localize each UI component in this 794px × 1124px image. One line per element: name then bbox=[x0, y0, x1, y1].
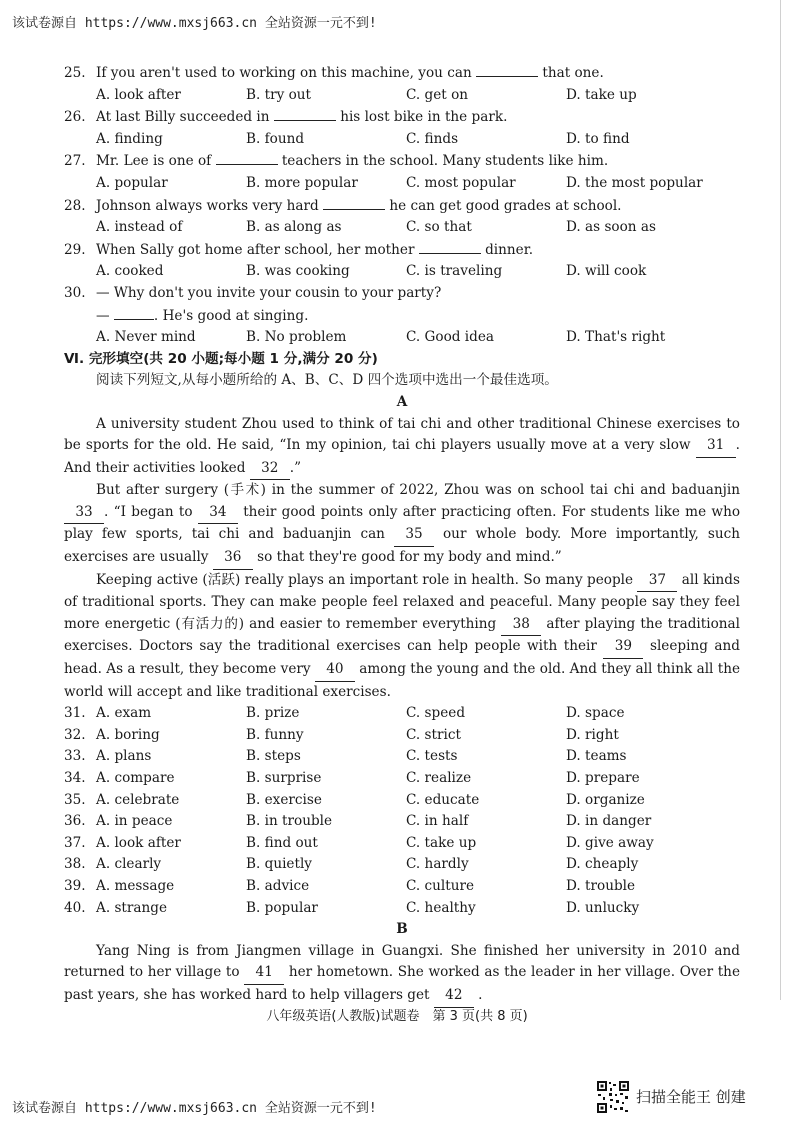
exam-page bbox=[64, 62, 740, 1008]
question-26: 26. At last Billy succeeded in his lost bike in the park. A. finding B. found C. finds D. to find bbox=[64, 106, 740, 150]
passage-b-heading: B bbox=[396, 921, 408, 938]
passage-a-paragraph-1: A university student Zhou used to think of tai chi and other traditional Chinese exercises to be sports for the old. He said, “In my opinion, tai chi players usually move at a very slow 31 . And their activities looked 32 .” bbox=[64, 414, 740, 481]
cloze-row: 33. A. plans B. steps C. tests D. teams bbox=[64, 748, 627, 765]
question-28: 28. Johnson always works very hard he can get good grades at school. A. instead of B. as along as C. so that D. as soon as bbox=[64, 195, 740, 239]
bottom-banner: 该试卷源自 https://www.mxsj663.cn 全站资源一元不到! bbox=[12, 1101, 377, 1116]
scanner-watermark: 扫描全能王 创建 bbox=[636, 1088, 746, 1106]
passage-a-paragraph-3: Keeping active (活跃) really plays an important role in health. So many people 37 all kinds of traditional sports. They can make people feel relaxed and peaceful. Many people say they feel more energetic (有活力的) and easier to remember everything 38 after playing the traditional exercises. Doctors say the traditional exercises can help people with their 39 sleeping and head. As a result, they become very 40 among the young and the old. And they all think all the world will accept and like traditional exercises. bbox=[64, 571, 740, 700]
cloze-row: 32. A. boring B. funny C. strict D. right bbox=[64, 726, 619, 743]
cloze-row: 38. A. clearly B. quietly C. hardly D. cheaply bbox=[64, 856, 639, 873]
section-title: Ⅵ. 完形填空(共 20 小题;每小题 1 分,满分 20 分) bbox=[64, 350, 378, 367]
cloze-row: 40. A. strange B. popular C. healthy D. unlucky bbox=[64, 899, 640, 916]
question-25: 25. If you aren't used to working on this machine, you can that one. A. look after B. try out C. get on D. take up bbox=[64, 62, 740, 106]
cloze-row: 34. A. compare B. surprise C. realize D. prepare bbox=[64, 770, 640, 786]
cloze-row: 36. A. in peace B. in trouble C. in half D. in danger bbox=[64, 813, 652, 830]
page-footer: 八年级英语(人教版)试题卷 第 3 页(共 8 页) bbox=[266, 1009, 528, 1024]
passage-a-paragraph-2: But after surgery (手术) in the summer of 2022, Zhou was on school tai chi and baduanjin 33 . “I began to 34 their good points only after practicing often. For students like me who play few sports, tai chi and baduanjin can 35 our whole body. More importantly, such exercises are usually 36 so that they're good for my body and mind.” bbox=[64, 480, 740, 569]
cloze-row: 35. A. celebrate B. exercise C. educate D. organize bbox=[64, 791, 645, 808]
top-banner: 该试卷源自 https://www.mxsj663.cn 全站资源一元不到! bbox=[12, 16, 377, 31]
question-27: 27. Mr. Lee is one of teachers in the school. Many students like him. A. popular B. more popular C. most popular D. the most popular bbox=[64, 150, 740, 194]
qr-code-icon bbox=[596, 1080, 630, 1114]
question-30: 30. — Why don't you invite your cousin to your party? — . He's good at singing. A. Never mind B. No problem C. Good idea D. That's right bbox=[64, 284, 666, 346]
cloze-row: 39. A. message B. advice C. culture D. trouble bbox=[64, 877, 636, 894]
page-edge-line bbox=[780, 0, 781, 1000]
cloze-row: 31. A. exam B. prize C. speed D. space bbox=[64, 705, 625, 722]
passage-b-paragraph-1: Yang Ning is from Jiangmen village in Guangxi. She finished her university in 2010 and returned to her village to 41 her hometown. She worked as the leader in her village. Over the past years, she has worked hard to help villagers get 42 . bbox=[64, 941, 740, 1008]
cloze-options bbox=[64, 703, 740, 919]
cloze-row: 37. A. look after B. find out C. take up D. give away bbox=[64, 834, 654, 851]
section-instruction: 阅读下列短文,从每小题所给的 A、B、C、D 四个选项中选出一个最佳选项。 bbox=[96, 372, 558, 389]
passage-a-heading: A bbox=[396, 393, 408, 410]
question-29: 29. When Sally got home after school, her mother dinner. A. cooked B. was cooking C. is traveling D. will cook bbox=[64, 239, 740, 283]
